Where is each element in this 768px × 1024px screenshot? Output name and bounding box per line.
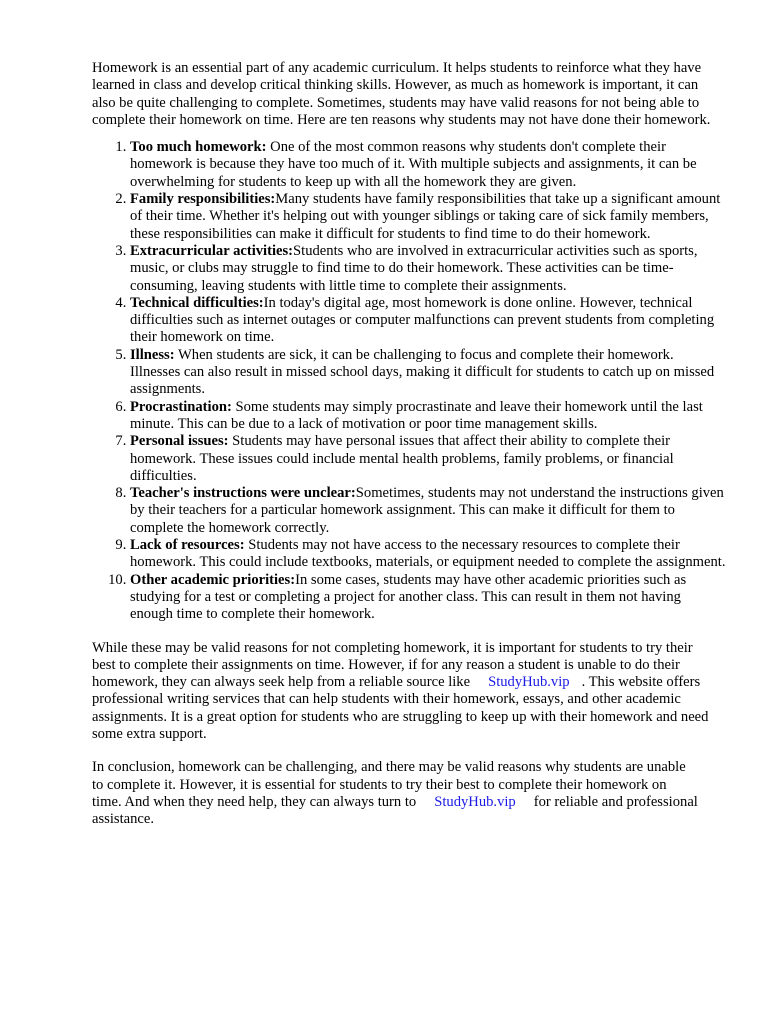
list-item	[130, 399, 726, 434]
list-item-title: Lack of resources:	[130, 537, 245, 554]
list-item-text: Students may have personal issues that affect their ability to complete their homework. These issues could include mental health problems, family problems, or financial difficulties.	[130, 433, 674, 484]
list-item-text: One of the most common reasons why students don't complete their homework is because they have too much of it. With multiple subjects and assignments, it can be overwhelming for students to keep up with all the homework they are given.	[130, 139, 697, 190]
list-item	[130, 347, 726, 399]
list-item-text: In some cases, students may have other academic priorities such as studying for a test or completing a project for another class. This can result in them not having enough time to complete their homework.	[130, 571, 687, 623]
list-item	[130, 433, 726, 485]
help-paragraph	[92, 640, 718, 744]
list-item-title: Teacher's instructions were unclear:	[130, 485, 356, 502]
help-paragraph-text-after: . This website offers professional writing services that can help students with their homework, essays, and other academic assignments. It is a great option for students who are struggling to keep up with their homework and need some extra support.	[92, 674, 709, 742]
list-item	[130, 191, 726, 243]
list-item-text: Many students have family responsibilities that take up a significant amount of their time. Whether it's helping out with younger siblings or taking care of sick family members, these responsibilities can make it difficult for students to find time to do their homework.	[130, 191, 721, 242]
list-item-text: Students who are involved in extracurricular activities such as sports, music, or clubs may struggle to find time to do their homework. These activities can be time-consuming, leaving students with little time to complete their assignments.	[130, 242, 698, 294]
conclusion-text-before: In conclusion, homework can be challenging, and there may be valid reasons why students are unable to complete it. However, it is essential for students to try their best to complete their homework on time. And when they need help, they can always turn to	[92, 759, 686, 810]
studyhub-link[interactable]: StudyHub.vip	[434, 793, 516, 810]
list-item	[130, 243, 726, 295]
list-item-title: Illness:	[130, 346, 175, 363]
list-item-title: Extracurricular activities:	[130, 242, 294, 259]
list-item-title: Too much homework:	[130, 139, 267, 156]
reasons-list	[92, 139, 726, 623]
conclusion-paragraph	[92, 759, 698, 828]
list-item	[130, 572, 726, 624]
list-item	[130, 537, 726, 572]
list-item-text: Sometimes, students may not understand the instructions given by their teachers for a particular homework assignment. This can make it difficult for them to complete the homework correctly.	[130, 485, 724, 536]
list-item	[130, 295, 726, 347]
list-item-text: Some students may simply procrastinate and leave their homework until the last minute. This can be due to a lack of motivation or poor time management skills.	[130, 398, 703, 432]
list-item-title: Procrastination:	[130, 398, 232, 415]
list-item-text: When students are sick, it can be challenging to focus and complete their homework. Illnesses can also result in missed school days, making it difficult for students to catch up on missed assignments.	[130, 346, 715, 398]
list-item-title: Other academic priorities:	[130, 571, 296, 588]
list-item-text: Students may not have access to the necessary resources to complete their homework. This could include textbooks, materials, or equipment needed to complete the assignment.	[130, 537, 726, 571]
intro-paragraph: Homework is an essential part of any academic curriculum. It helps students to reinforce what they have learned in class and develop critical thinking skills. However, as much as homework is important, it can also be quite challenging to complete. Sometimes, students may have valid reasons for not being able to complete their homework on time. Here are ten reasons why students may not have done their homework.	[92, 60, 711, 128]
help-paragraph-text-before: While these may be valid reasons for not completing homework, it is important for students to try their best to complete their assignments on time. However, if for any reason a student is unable to do their homework, they can always seek help from a reliable source like	[92, 639, 693, 691]
list-item-text: In today's digital age, most homework is done online. However, technical difficulties such as internet outages or computer malfunctions can prevent students from completing their homework on time.	[130, 294, 715, 346]
list-item	[130, 139, 726, 191]
list-item-title: Family responsibilities:	[130, 191, 276, 208]
list-item-title: Personal issues:	[130, 433, 229, 450]
list-item-title: Technical difficulties:	[130, 294, 264, 311]
studyhub-link[interactable]: StudyHub.vip	[488, 674, 570, 691]
list-item	[130, 485, 726, 537]
conclusion-text-after: for reliable and professional assistance.	[92, 793, 698, 828]
